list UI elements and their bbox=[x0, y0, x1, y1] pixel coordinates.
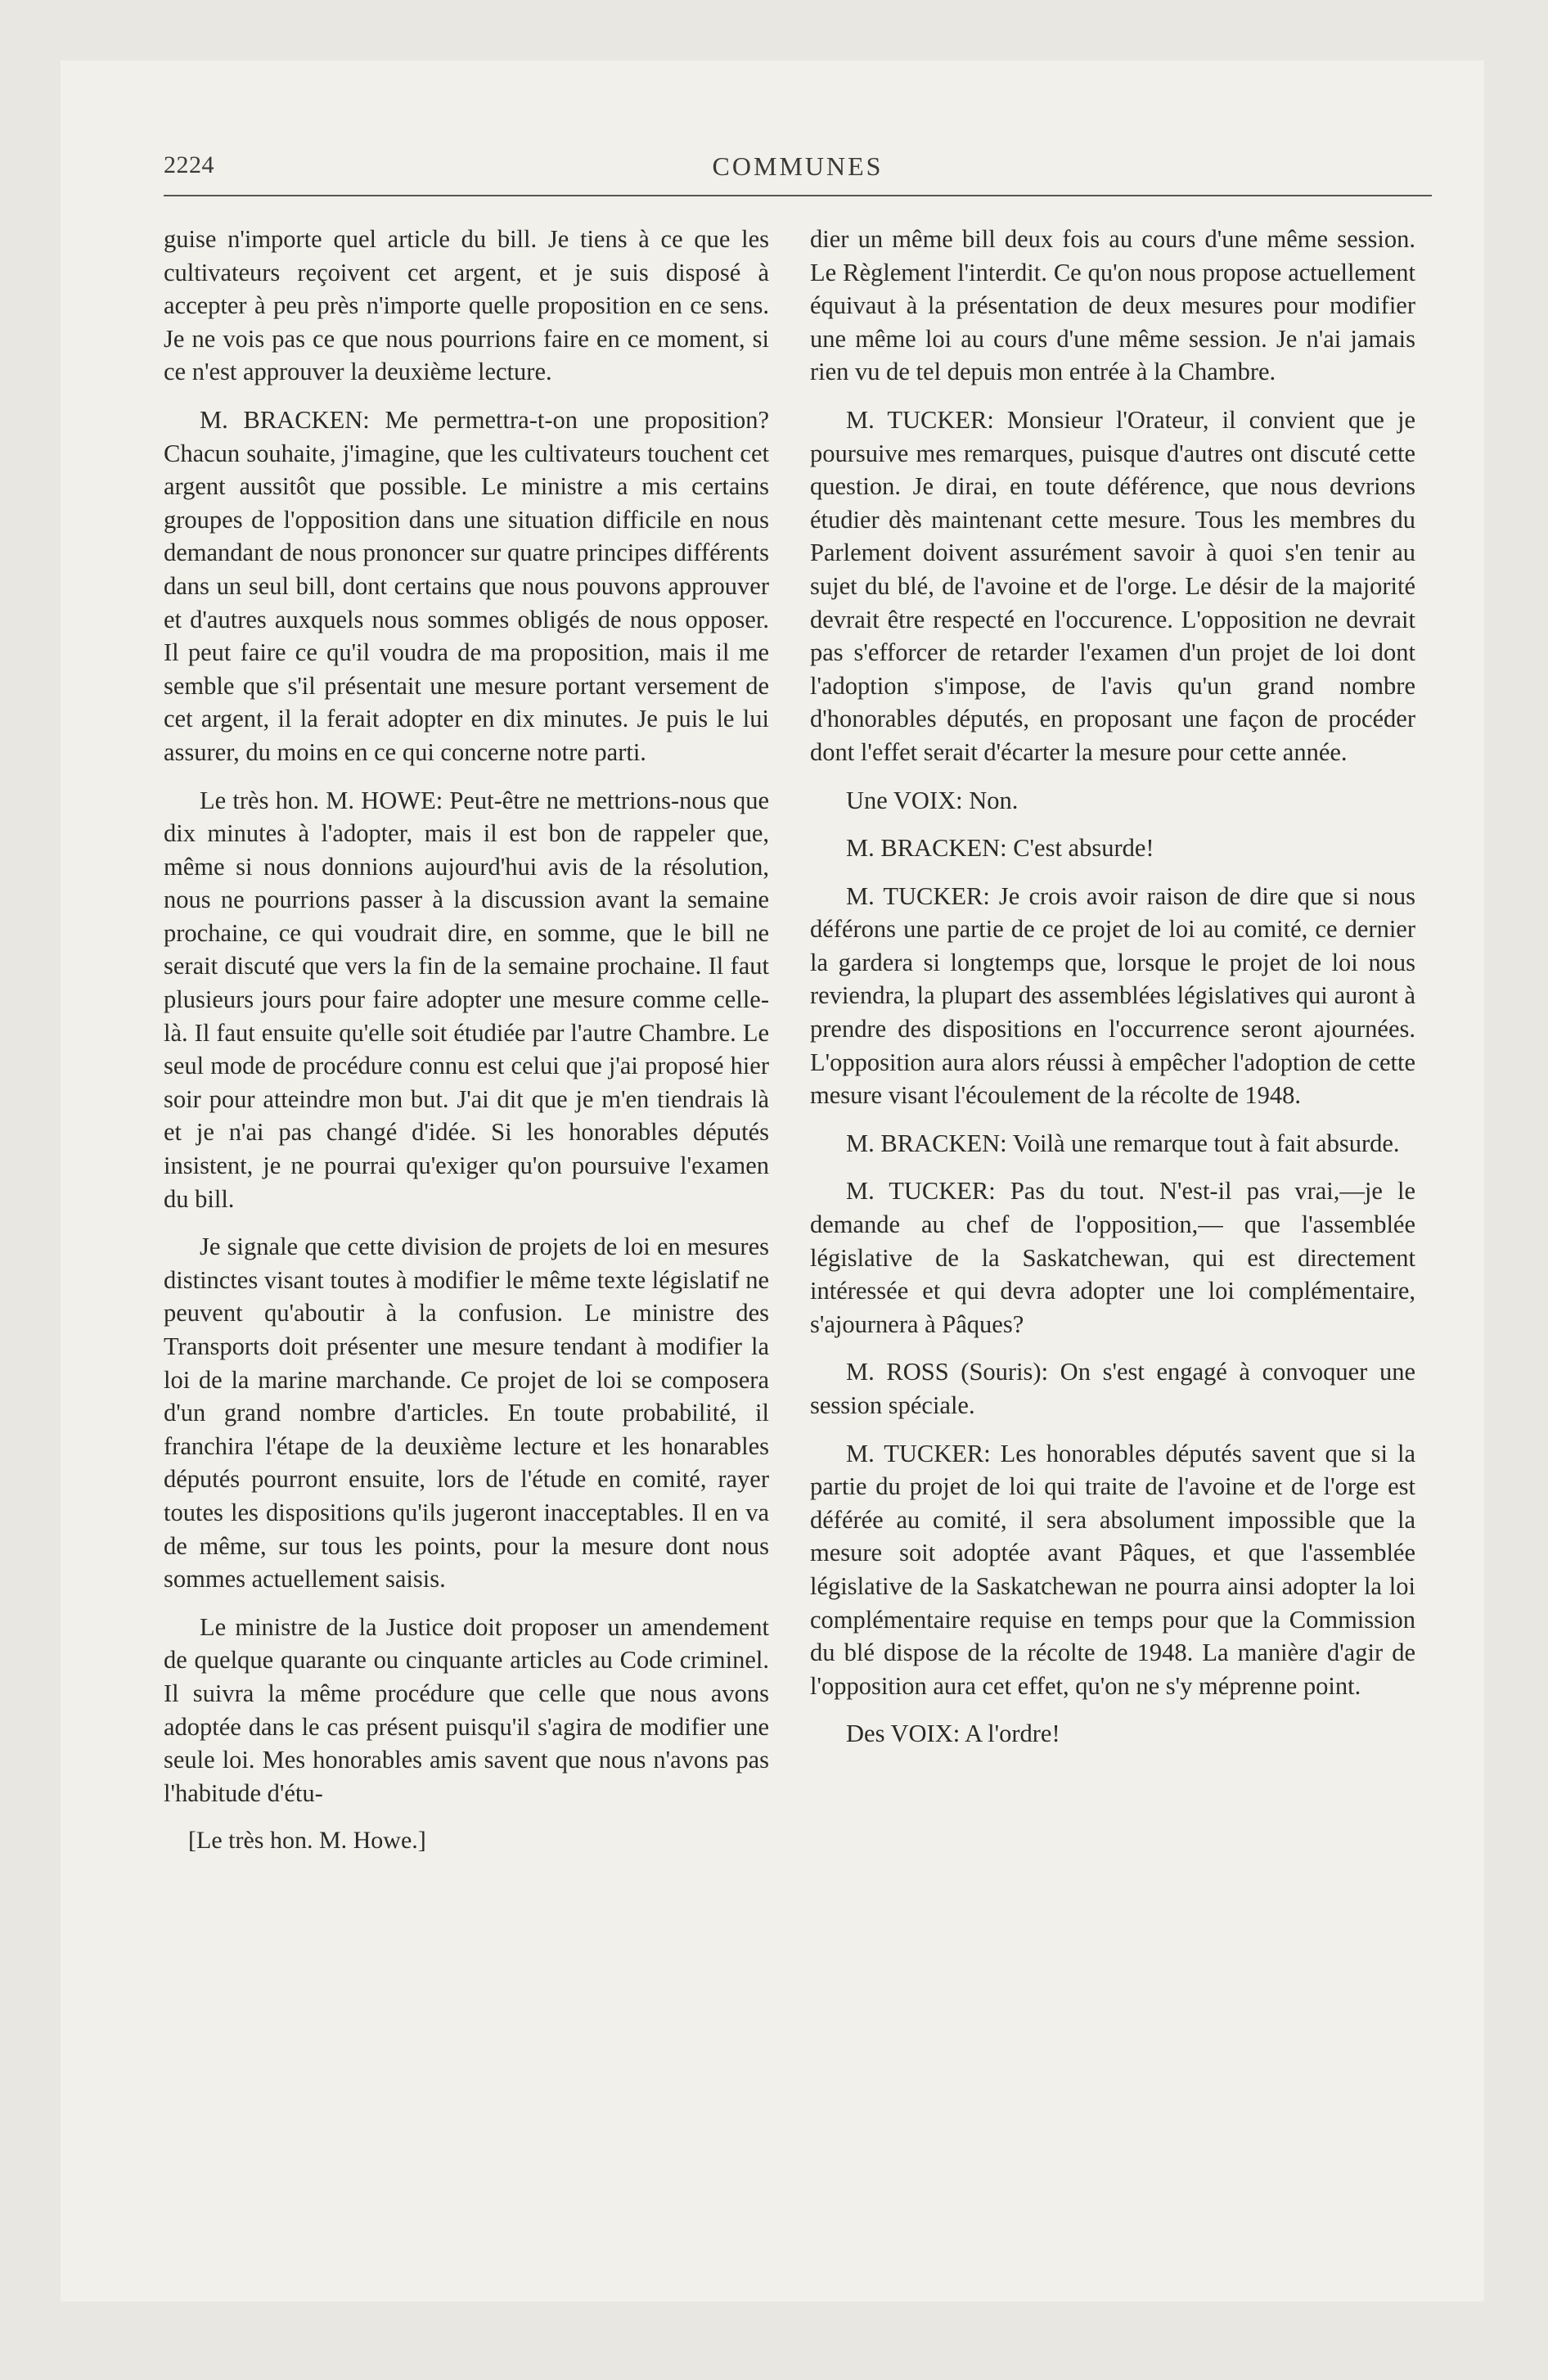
paragraph: Le ministre de la Justice doit proposer un amendement de quelque quarante ou cinquante articles au Code criminel. Il suivra la même procédure que celle que nous avons adoptée dans le cas présent puisqu'il s'agira de modifier une seule loi. Mes honorables amis savent que nous n'avons pas l'habitude d'étu- bbox=[164, 1612, 769, 1807]
left-column bbox=[164, 223, 769, 1858]
right-column bbox=[810, 223, 1415, 1765]
paragraph: Je signale que cette division de projets de loi en mesures distinctes visant toutes à modifier le même texte législatif ne peuvent qu'aboutir à la confusion. Le ministre des Transports doit présenter une mesure tendant à modifier la loi de la marine marchande. Ce projet de loi se composera d'un grand nombre d'articles. En toute probabilité, il franchira l'étape de la deuxième lecture et les honarables députés pourront ensuite, lors de l'étude en comité, rayer toutes les dispositions qu'ils jugeront inacceptables. Il en va de même, sur tous les points, pour la mesure dont nous sommes actuellement saisis. bbox=[164, 1233, 769, 1593]
paragraph: Des VOIX: A l'ordre! bbox=[846, 1720, 1060, 1748]
paragraph: M. BRACKEN: Voilà une remarque tout à fait absurde. bbox=[846, 1129, 1400, 1157]
page-header bbox=[164, 151, 1432, 192]
speaker-byline: [Le très hon. M. Howe.] bbox=[188, 1827, 426, 1855]
paragraph: M. TUCKER: Pas du tout. N'est-il pas vrai,—je le demande au chef de l'opposition,— que l'assemblée législative de la Saskatchewan, qui est directement intéressée et qui devra adopter une loi complémentaire, s'ajournera à Pâques? bbox=[810, 1177, 1415, 1338]
paragraph: dier un même bill deux fois au cours d'une même session. Le Règlement l'interdit. Ce qu'on nous propose actuellement équivaut à la présentation de deux mesures pour modifier une même loi au cours d'une même session. Je n'ai jamais rien vu de tel depuis mon entrée à la Chambre. bbox=[810, 225, 1415, 386]
paragraph: Une VOIX: Non. bbox=[846, 786, 1019, 814]
running-title: COMMUNES bbox=[712, 151, 884, 181]
paragraph: M. TUCKER: Monsieur l'Orateur, il convient que je poursuive mes remarques, puisque d'autres ont discuté cette question. Je dirai, en toute déférence, que nous devrions étudier dès maintenant cette mesure. Tous les membres du Parlement doivent assurément savoir à quoi s'en tenir au sujet du blé, de l'avoine et de l'orge. Le désir de la majorité devrait être respecté en l'occurence. L'opposition ne devrait pas s'efforcer de retarder l'examen d'un projet de loi dont l'adoption s'impose, de l'avis qu'un grand nombre d'honorables députés, en proposant une façon de procéder dont l'effet serait d'écarter la mesure pour cette année. bbox=[810, 405, 1415, 766]
paragraph: M. BRACKEN: C'est absurde! bbox=[846, 834, 1154, 863]
paragraph: M. BRACKEN: Me permettra-t-on une proposition? Chacun souhaite, j'imagine, que les cultivateurs touchent cet argent aussitôt que possible. Le ministre a mis certains groupes de l'opposition dans une situation difficile en nous demandant de nous prononcer sur quatre principes différents dans un seul bill, dont certains que nous pouvons approuver et d'autres auxquels nous sommes obligés de nous opposer. Il peut faire ce qu'il voudra de ma proposition, mais il me semble que s'il présentait une mesure portant versement de cet argent, il la ferait adopter en dix minutes. Je puis le lui assurer, du moins en ce qui concerne notre parti. bbox=[164, 405, 769, 766]
paragraph: guise n'importe quel article du bill. Je tiens à ce que les cultivateurs reçoivent cet argent, et je suis disposé à accepter à peu près n'importe quelle proposition en ce sens. Je ne vois pas ce que nous pourrions faire en ce moment, si ce n'est approuver la deuxième lecture. bbox=[164, 225, 769, 386]
paragraph: M. TUCKER: Je crois avoir raison de dire que si nous déférons une partie de ce projet de loi au comité, ce dernier la gardera si longtemps que, lorsque le projet de loi nous reviendra, la plupart des assemblées législatives qui auront à prendre des dispositions en l'occurrence seront ajournées. L'opposition aura alors réussi à empêcher l'adoption de cette mesure visant l'écoulement de la récolte de 1948. bbox=[810, 881, 1415, 1110]
header-rule bbox=[164, 195, 1432, 196]
paragraph: M. ROSS (Souris): On s'est engagé à convoquer une session spéciale. bbox=[810, 1358, 1415, 1419]
paragraph: M. TUCKER: Les honorables députés savent que si la partie du projet de loi qui traite de l'avoine et de l'orge est déférée au comité, il sera absolument impossible que la mesure soit adoptée avant Pâques, et que l'assemblée législative de la Saskatchewan ne pourra ainsi adopter la loi complémentaire requise en temps pour que la Commission du blé dispose de la récolte de 1948. La manière d'agir de l'opposition aura cet effet, qu'on ne s'y méprenne point. bbox=[810, 1439, 1415, 1700]
paragraph: Le très hon. M. HOWE: Peut-être ne mettrions-nous que dix minutes à l'adopter, mais il est bon de rappeler que, même si nous donnions aujourd'hui avis de la résolution, nous ne pourrions passer à la discussion avant la semaine prochaine, ce qui voudrait dire, en somme, que le bill ne serait discuté que vers la fin de la semaine prochaine. Il faut plusieurs jours pour faire adopter une mesure comme celle-là. Il faut ensuite qu'elle soit étudiée par l'autre Chambre. Le seul mode de procédure connu est celui que j'ai proposé hier soir pour atteindre mon but. J'ai dit que je m'en tiendrais là et je n'ai pas changé d'idée. Si les honorables députés insistent, je ne pourrai qu'exiger qu'on poursuive l'examen du bill. bbox=[164, 786, 769, 1213]
page-number: 2224 bbox=[164, 151, 214, 178]
